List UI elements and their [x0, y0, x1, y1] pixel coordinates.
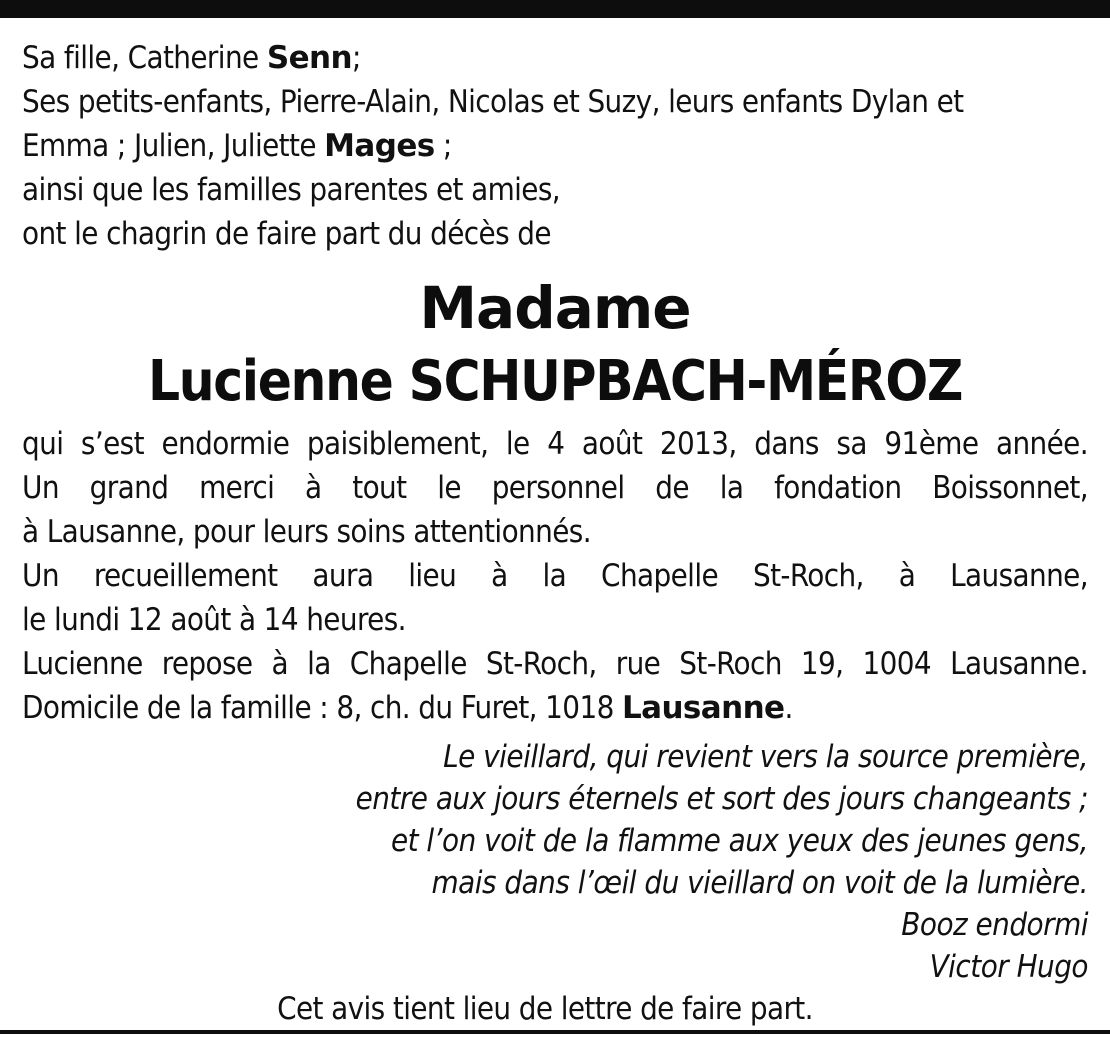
bottom-border-rule [0, 1030, 1110, 1034]
detail-line-ceremony: Un recueillement aura lieu à la Chapelle St-Roch, à Lausanne, [22, 558, 1088, 594]
poem-line-4: mais dans l’œil du vieillard on voit de la lumière. [431, 865, 1088, 901]
family-line-great-grandchildren [22, 124, 1088, 168]
detail-line-repose: Lucienne repose à la Chapelle St-Roch, rue St-Roch 19, 1004 Lausanne. [22, 646, 1088, 682]
detail-line-thanks-cont: à Lausanne, pour leurs soins attentionnés. [22, 514, 591, 550]
surname-senn: Senn [266, 40, 352, 76]
poem-author: Victor Hugo [929, 949, 1088, 985]
deceased-name: Lucienne SCHUPBACH-MÉROZ [147, 349, 963, 414]
deceased-title: Madame [419, 274, 691, 342]
family-line-relatives: ainsi que les familles parentes et amies, [22, 172, 561, 208]
top-border-rule [0, 0, 1110, 18]
poem-line-1: Le vieillard, qui revient vers la source première, [443, 739, 1088, 775]
text-segment: . [784, 690, 793, 726]
text-segment: Domicile de la famille : 8, ch. du Furet, 1018 [22, 690, 622, 726]
text-segment: Sa fille, Catherine [22, 40, 267, 76]
text-segment: ; [351, 40, 361, 76]
poem-source: Booz endormi [901, 907, 1088, 943]
text-segment: Emma ; Julien, Juliette [22, 128, 325, 164]
poem-line-2: entre aux jours éternels et sort des jours changeants ; [355, 781, 1088, 817]
city-lausanne: Lausanne [621, 690, 785, 726]
detail-line-thanks: Un grand merci à tout le personnel de la fondation Boissonnet, [22, 470, 1088, 506]
detail-line-passing: qui s’est endormie paisiblement, le 4 août 2013, dans sa 91ème année. [22, 426, 1088, 462]
surname-mages: Mages [324, 128, 435, 164]
closing-note: Cet avis tient lieu de lettre de faire part. [277, 991, 813, 1027]
family-line-daughter [22, 36, 1088, 80]
poem-line-3: et l’on voit de la flamme aux yeux des jeunes gens, [390, 823, 1088, 859]
family-line-announcement: ont le chagrin de faire part du décès de [22, 216, 551, 252]
family-line-grandchildren: Ses petits-enfants, Pierre-Alain, Nicolas et Suzy, leurs enfants Dylan et [22, 84, 964, 120]
detail-line-ceremony-date: le lundi 12 août à 14 heures. [22, 602, 406, 638]
notice-body [22, 36, 1088, 1030]
text-segment: ; [434, 128, 452, 164]
detail-line-domicile [22, 686, 1088, 730]
